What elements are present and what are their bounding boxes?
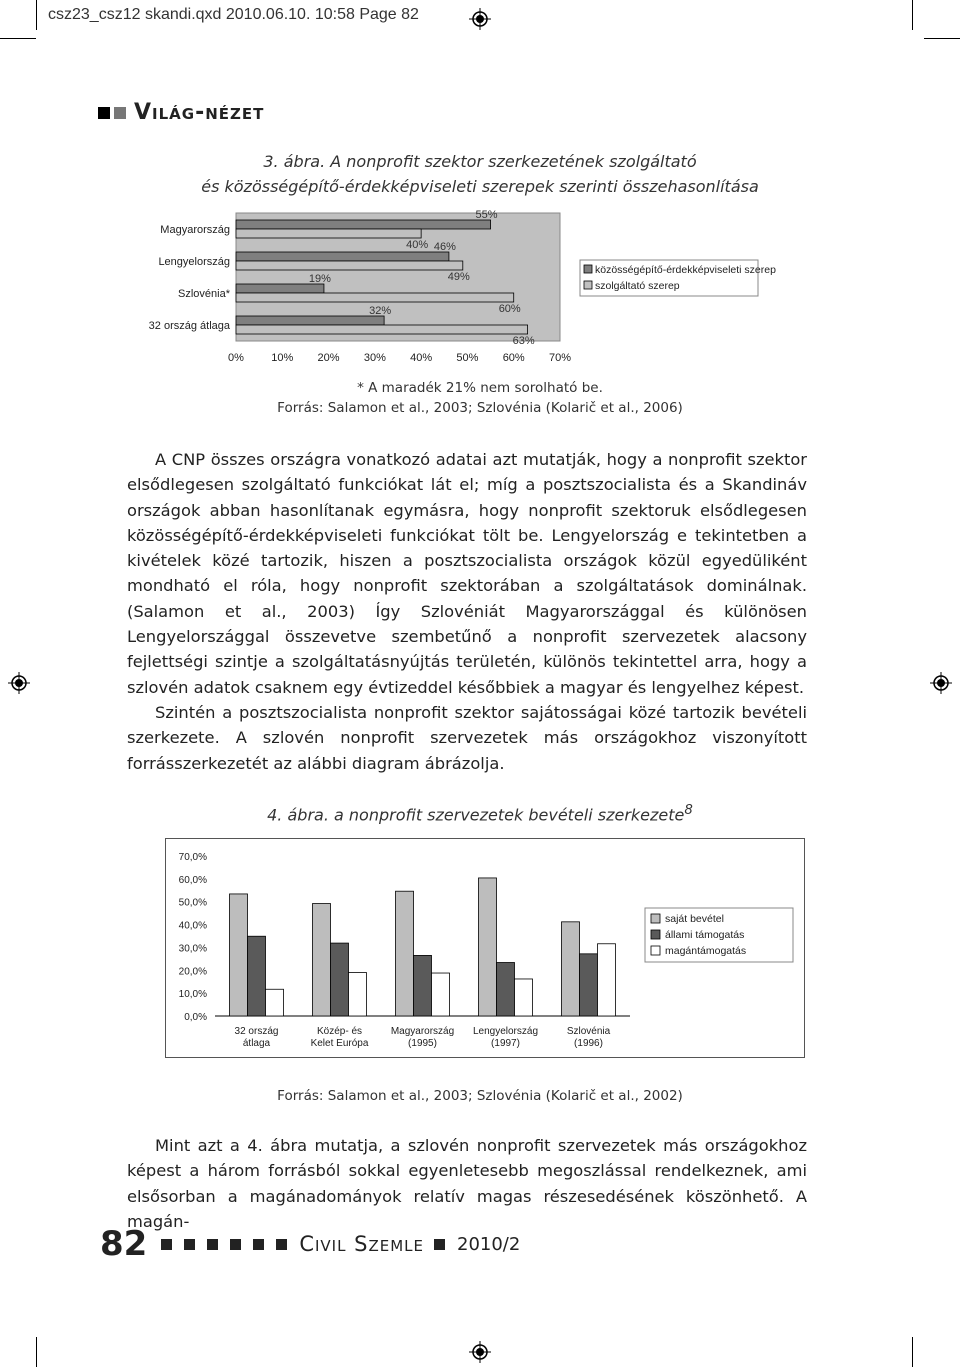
legend-label: magántámogatás [665,945,747,957]
bar [248,936,266,1016]
bar [515,979,533,1016]
x-tick-label: 40% [410,352,433,364]
bar [236,316,384,325]
legend-label: saját bevétel [665,913,724,925]
data-label: 19% [308,273,331,285]
y-tick-label: Magyarország [160,224,230,236]
y-tick-label: Lengyelország [158,256,230,268]
footer-square-icon [184,1239,195,1250]
journal-title: Civil Szemle [299,1232,424,1256]
legend-swatch [584,265,592,273]
data-label: 32% [369,305,392,317]
figure3-note: * A maradék 21% nem sorolható be. [357,380,603,396]
body-paragraph-3 [127,1133,807,1234]
x-tick-label: (1997) [491,1038,520,1049]
x-tick-label: (1995) [408,1038,437,1049]
bar [230,894,248,1016]
y-tick-label: 10,0% [178,989,207,1001]
x-tick-label: 50% [456,352,479,364]
legend-swatch [584,281,592,289]
y-tick-label: 40,0% [178,920,207,932]
paragraph-1-text: A CNP összes országra vonatkozó adatai azt mutatják, hogy a nonprofit szektor elsődlegesen szolgáltató funkciókat lát el; míg a posztszocialista és a Skandináv országok abban hasonlítanak egymásra, hogy nonprofit szektoruk elsődlegesen közösségépítő-érdekképviseleti funkciókat tölt be. Lengyelország e tekintetben a kivételek közé tartozik, hiszen a posztszocialista országok közül egyedüliként mondható el róla, hogy nonprofit szektorában a szolgáltatások dominálnak. (Salamon et al., 2003) Így Szlovéniát Magyarországgal és különösen Lengyelországgal összevetve szembetűnő a nonprofit szervezetek alacsony fejlettségi szintje a szolgáltatásnyújtás területén, különös tekintettel arra, hogy a szlovén adatok csaknem egy évtizeddel későbbiek a magyar és lengyelhez képest. [127,450,807,697]
crop-mark-bottom-right [912,1337,913,1367]
legend-swatch [651,946,660,955]
x-tick-label: 30% [363,352,386,364]
footer-square-icon [230,1239,241,1250]
data-label: 60% [498,303,521,315]
crop-mark-top-left-v [36,0,37,30]
figure4-chart [165,838,805,1058]
bar [349,973,367,1016]
body-paragraph-1 [127,447,807,700]
y-tick-label: 50,0% [178,897,207,909]
crop-mark-top-right-v [912,0,913,30]
figure3-chart [140,205,800,375]
bar [236,325,528,334]
y-tick-label: 20,0% [178,966,207,978]
bar [236,284,324,293]
bar [313,904,331,1016]
y-tick-label: 32 ország átlaga [148,320,230,332]
legend-label: közösségépítő-érdekképviseleti szerep [595,264,776,276]
section-title: Világ-nézet [134,100,265,125]
legend-label: szolgáltató szerep [595,280,680,292]
issue-number: 2010/2 [457,1233,521,1255]
legend-label: állami támogatás [665,929,745,941]
bar [598,944,616,1016]
crop-mark-top-left [0,38,36,39]
page-footer [100,1224,520,1264]
x-tick-label: 10% [271,352,294,364]
legend-swatch [651,930,660,939]
page-number: 82 [100,1224,148,1264]
bar [266,989,284,1016]
section-heading [98,100,264,125]
paragraph-3-text: Mint azt a 4. ábra mutatja, a szlovén nonprofit szervezetek más országokhoz képest a három forrásból sokkal egyenletesebb megoszlással rendelkeznek, ami elsősorban a magánadományok relatív magas részesedésének köszönhető. A magán- [127,1136,807,1231]
bar [396,891,414,1016]
bar [479,878,497,1016]
bar [331,943,349,1016]
y-tick-label: 0,0% [184,1012,207,1023]
data-label: 63% [512,335,535,347]
figure4-footnote-ref: 8 [684,803,693,818]
figure4-source: Forrás: Salamon et al., 2003; Szlovénia (Kolarič et al., 2002) [277,1088,683,1104]
body-paragraph-2 [127,700,807,776]
x-tick-label: 0% [228,352,244,364]
data-label: 46% [433,241,456,253]
bar [236,293,514,302]
figure4-caption-text: 4. ábra. a nonprofit szervezetek bevételi szerkezete [267,805,685,825]
y-tick-label: 30,0% [178,943,207,955]
paragraph-2-text: Szintén a posztszocialista nonprofit szektor sajátosságai közé tartozik bevételi szerkezete. A szlovén nonprofit szervezetek más országokhoz viszonyított forrásszerkezetét az alábbi diagram ábrázolja. [127,703,807,773]
x-tick-label: Lengyelország [472,1026,539,1037]
y-tick-label: 70,0% [178,852,207,863]
footer-square-icon [161,1239,172,1250]
figure4-caption [0,803,960,824]
bar [236,229,421,238]
data-label: 49% [447,271,470,283]
x-tick-label: átlaga [242,1038,271,1049]
x-tick-label: 32 ország [234,1026,279,1037]
section-square-icon [98,107,110,119]
figure3-caption-line1: 3. ábra. A nonprofit szektor szerkezetének szolgáltató [263,152,697,171]
x-tick-label: 20% [317,352,340,364]
footer-square-icon [276,1239,287,1250]
x-tick-label: (1996) [574,1038,603,1049]
y-tick-label: Szlovénia* [178,288,230,300]
legend-swatch [651,914,660,923]
crop-mark-bottom-left [36,1337,37,1367]
footer-square-icon [207,1239,218,1250]
data-label: 40% [406,239,429,251]
x-tick-label: Szlovénia [566,1026,611,1037]
figure3-caption-line2: és közösségépítő-érdekképviseleti szerepek szerinti összehasonlítása [201,177,759,196]
bar [236,261,463,270]
figure3-source: Forrás: Salamon et al., 2003; Szlovénia (Kolarič et al., 2006) [277,400,683,416]
bar [580,954,598,1016]
file-slug: csz23_csz12 skandi.qxd 2010.06.10. 10:58 Page 82 [48,6,419,23]
registration-mark-left [8,672,30,694]
section-square-grey-icon [114,107,126,119]
footer-square-icon [434,1239,445,1250]
x-tick-label: Közép- és [316,1026,363,1037]
bar [236,252,449,261]
bar [562,922,580,1016]
x-tick-label: Kelet Európa [310,1038,369,1049]
registration-mark-top [469,8,491,30]
x-tick-label: 60% [502,352,525,364]
bar [236,220,491,229]
footer-square-icon [253,1239,264,1250]
bar [497,963,515,1016]
registration-mark-bottom [469,1341,491,1363]
registration-mark-right [930,672,952,694]
y-tick-label: 60,0% [178,874,207,886]
bar [432,973,450,1016]
crop-mark-top-right [924,38,960,39]
x-tick-label: 70% [548,352,572,364]
data-label: 55% [475,209,498,221]
bar [414,955,432,1016]
x-tick-label: Magyarország [390,1026,455,1037]
